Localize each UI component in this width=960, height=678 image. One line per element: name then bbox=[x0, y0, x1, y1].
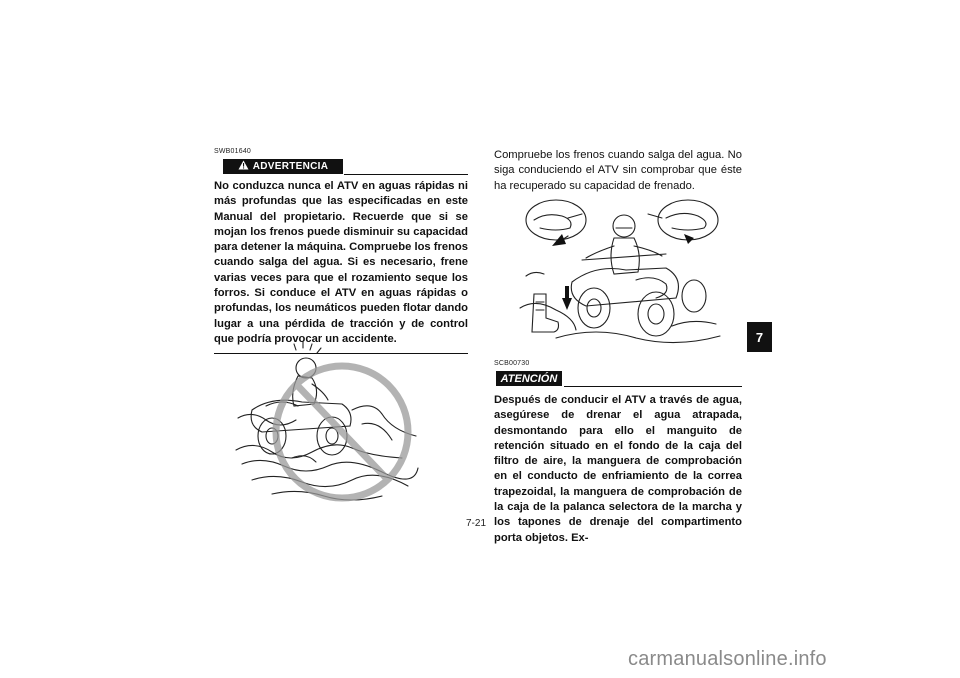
caution-header-rule bbox=[564, 386, 742, 387]
watermark: carmanualsonline.info bbox=[628, 648, 827, 670]
warning-triangle-icon bbox=[238, 160, 249, 173]
warning-text: No conduzca nunca el ATV en aguas rápidas ni más profundas que las especificadas en este Manual del propietario. Recuerde que si se mojan los frenos puede disminuir su capacidad para detener la máquina. Compruebe los frenos cuando salga del agua. Si es necesario, frene varias veces para que el rozamiento seque los forros. Si conduce el ATV en aguas rápidas o profundas, los neumáticos pueden flotar dando lugar a una pérdida de tracción y de control que podría provocar un accidente. bbox=[214, 180, 468, 345]
deep-water-prohibited-illustration bbox=[232, 340, 422, 505]
brake-check-text: Compruebe los frenos cuando salga del agua. No siga conduciendo el ATV sin comprobar que éste ha recuperado su capacidad de frenado. bbox=[494, 149, 742, 192]
page-number: 7-21 bbox=[466, 518, 487, 529]
brake-check-block bbox=[494, 148, 742, 194]
warning-header bbox=[214, 157, 468, 175]
brake-check-illustration bbox=[516, 198, 726, 350]
caution-text: Después de conducir el ATV a través de agua, asegúrese de drenar el agua atrapada, desmontando para ello el manguito de retención situado en el fondo de la caja del filtro de aire, la manguera de comprobación en el conducto de enfriamiento de la correa trapezoidal, la manguera de comprobación de la caja de la palanca selectora de la marcha y los tapones de drenaje del compartimento porta objetos. Ex- bbox=[494, 394, 742, 544]
caution-header bbox=[494, 369, 742, 387]
chapter-tab: 7 bbox=[747, 322, 772, 352]
caution-block bbox=[494, 360, 742, 546]
warning-label: ADVERTENCIA bbox=[252, 161, 329, 172]
warning-code: SWB01640 bbox=[214, 148, 252, 155]
caution-badge: ATENCIÓN bbox=[496, 371, 562, 386]
warning-block bbox=[214, 148, 468, 354]
warning-header-rule bbox=[344, 174, 468, 175]
caution-code: SCB00730 bbox=[494, 360, 530, 367]
warning-badge bbox=[223, 159, 343, 174]
